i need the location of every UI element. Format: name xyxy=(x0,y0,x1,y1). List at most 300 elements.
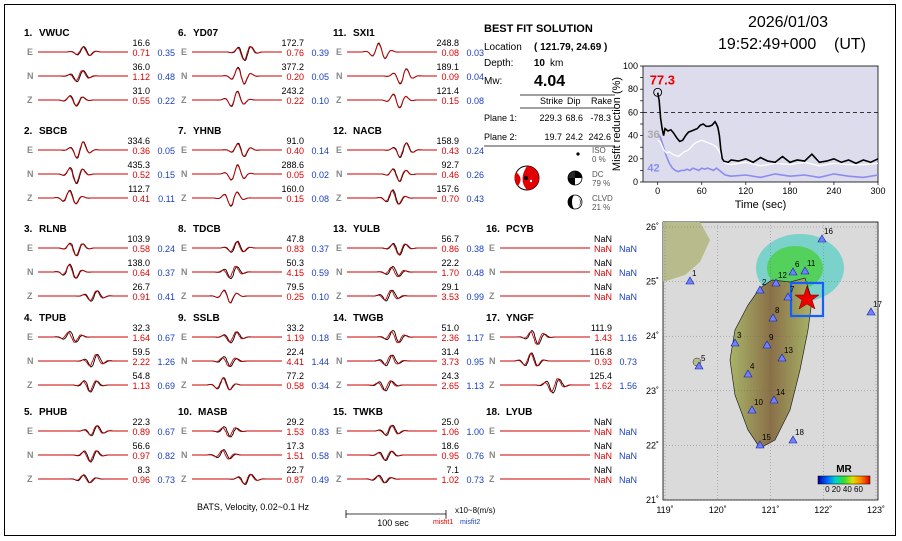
station-map-label: 10 xyxy=(754,398,763,407)
amplitude-value: 24.3 xyxy=(441,371,459,381)
station-panel xyxy=(24,407,175,485)
observed-trace xyxy=(192,290,282,303)
amplitude-value: 29.2 xyxy=(286,417,304,427)
misfit2-value: 0.48 xyxy=(157,72,175,82)
misfit2-value: 0.82 xyxy=(157,451,175,461)
component-label: Z xyxy=(489,291,495,301)
component-label: E xyxy=(181,145,188,155)
station-panel xyxy=(333,313,484,391)
misfit1-value: 1.70 xyxy=(441,268,459,278)
plane1-rake: -78.3 xyxy=(590,113,611,123)
station-panel xyxy=(333,224,484,302)
synthetic-trace xyxy=(192,378,282,390)
misfit2-value: NaN xyxy=(618,427,637,437)
misfit2-value: NaN xyxy=(618,475,637,485)
misfit2-value: 0.08 xyxy=(466,96,484,106)
observed-trace xyxy=(500,379,590,393)
misfit2-value: 1.26 xyxy=(157,357,175,367)
misfit1-value: 1.62 xyxy=(594,381,612,391)
amplitude-value: 377.2 xyxy=(281,62,304,72)
amplitude-value: 25.0 xyxy=(441,417,459,427)
misfit1-value: 0.40 xyxy=(286,146,304,156)
misfit2-value: 0.48 xyxy=(466,268,484,278)
misfit1-value: 3.73 xyxy=(441,357,459,367)
event-timezone: (UT) xyxy=(834,36,866,53)
station-map-label: 11 xyxy=(807,259,816,268)
observed-trace xyxy=(192,165,282,180)
synthetic-trace xyxy=(38,451,128,462)
plane1-dip: 68.6 xyxy=(565,113,583,123)
synthetic-trace xyxy=(38,191,128,204)
latitude-label: 23˚ xyxy=(645,385,659,396)
station-map-label: 5 xyxy=(701,354,706,363)
synthetic-trace xyxy=(347,95,437,108)
plane1-strike: 229.3 xyxy=(539,113,562,123)
iso-icon xyxy=(576,152,579,155)
synthetic-trace xyxy=(192,450,282,459)
misfit1-value: 3.53 xyxy=(441,292,459,302)
station-number: 15. xyxy=(333,407,347,418)
amplitude-value: 56.7 xyxy=(441,234,459,244)
misfit2-value: 1.13 xyxy=(466,381,484,391)
beachball-axis xyxy=(524,176,528,180)
misfit2-value: 0.95 xyxy=(466,357,484,367)
misfit1-value: 1.64 xyxy=(132,333,150,343)
component-label: Z xyxy=(27,95,33,105)
misfit2-value: 0.37 xyxy=(311,244,329,254)
station-name: YULB xyxy=(353,224,381,235)
amplitude-value: 158.9 xyxy=(436,136,459,146)
synthetic-trace xyxy=(347,355,437,364)
amplitude-value: 172.7 xyxy=(281,38,304,48)
synthetic-trace xyxy=(347,169,437,181)
station-map-label: 16 xyxy=(824,227,833,236)
station-panel xyxy=(178,126,329,206)
amplitude-value: 16.6 xyxy=(132,38,150,48)
column-dip: Dip xyxy=(567,96,581,106)
beachball-axis xyxy=(530,180,532,182)
component-label: E xyxy=(181,332,188,342)
station-panel xyxy=(178,407,329,485)
misfit2-value: 0.24 xyxy=(466,146,484,156)
x-tick-label: 180 xyxy=(782,186,798,196)
misfit1-value: 0.86 xyxy=(441,244,459,254)
misfit1-value: 0.52 xyxy=(132,170,150,180)
synthetic-trace xyxy=(347,69,437,83)
station-name: TWGB xyxy=(353,313,384,324)
misfit1-value: 0.70 xyxy=(441,194,459,204)
x-tick-label: 60 xyxy=(696,186,707,196)
misfit2-value: 1.44 xyxy=(311,357,329,367)
misfit2-value: 0.10 xyxy=(311,292,329,302)
iso-value: 0 % xyxy=(592,155,606,164)
y-tick-label: 40 xyxy=(627,130,638,141)
x-tick-label: 120 xyxy=(738,186,754,196)
latitude-label: 25˚ xyxy=(645,276,659,287)
component-label: E xyxy=(336,145,343,155)
observed-trace xyxy=(347,169,437,182)
legend-misfit1: misfit1 xyxy=(433,519,454,526)
y-tick-label: 80 xyxy=(627,84,638,95)
station-name: YNGF xyxy=(506,313,534,324)
misfit2-value: 0.73 xyxy=(157,475,175,485)
synthetic-trace xyxy=(347,332,437,343)
longitude-label: 122˚ xyxy=(814,505,833,515)
component-label: E xyxy=(489,426,496,436)
scalebar-label: 100 sec xyxy=(377,518,409,528)
station-number: 10. xyxy=(178,407,192,418)
solution-title: BEST FIT SOLUTION xyxy=(484,23,593,35)
misfit2-value: 0.73 xyxy=(466,475,484,485)
misfit2-value: 0.02 xyxy=(311,170,329,180)
component-label: N xyxy=(336,356,343,366)
mr-scale-ticks: 0 20 40 60 xyxy=(825,485,863,494)
amplitude-value: 50.3 xyxy=(286,258,304,268)
station-map-label: 18 xyxy=(795,428,804,437)
station-panel xyxy=(178,313,329,391)
amplitude-value: 51.0 xyxy=(441,323,459,333)
amplitude-value: 157.6 xyxy=(436,184,459,194)
component-label: Z xyxy=(181,474,187,484)
misfit1-value: 0.41 xyxy=(132,194,150,204)
station-panel xyxy=(486,313,637,393)
amplitude-value: 112.7 xyxy=(128,184,150,194)
synthetic-trace xyxy=(38,71,128,81)
misfit1-value: 0.20 xyxy=(286,72,304,82)
component-label: Z xyxy=(27,193,33,203)
synthetic-trace xyxy=(347,44,437,58)
synthetic-trace xyxy=(192,242,282,252)
station-name: YHNB xyxy=(193,126,222,137)
component-label: E xyxy=(181,426,188,436)
amplitude-value: 47.8 xyxy=(286,234,304,244)
misfit1-value: 0.96 xyxy=(132,475,150,485)
amplitude-value: 29.1 xyxy=(441,282,459,292)
x-tick-label: 300 xyxy=(870,186,886,196)
station-number: 8. xyxy=(178,224,187,235)
misfit1-value: 0.15 xyxy=(286,194,304,204)
synthetic-trace xyxy=(192,192,282,205)
misfit2-value: 0.18 xyxy=(311,333,329,343)
latitude-label: 24˚ xyxy=(645,331,659,342)
amplitude-value: 91.0 xyxy=(286,136,304,146)
dc-icon xyxy=(568,171,582,185)
plane2-rake: 242.6 xyxy=(588,132,611,142)
synthetic-trace xyxy=(347,476,437,483)
misfit1-value: 4.15 xyxy=(286,268,304,278)
misfit1-value: NaN xyxy=(593,451,612,461)
clvd-label: CLVD xyxy=(592,194,613,203)
component-label: E xyxy=(181,47,188,57)
station-number: 12. xyxy=(333,126,347,137)
misfit1-value: 0.76 xyxy=(286,48,304,58)
observed-trace xyxy=(38,243,128,256)
component-label: Z xyxy=(336,474,342,484)
station-number: 16. xyxy=(486,224,500,235)
misfit1-value: NaN xyxy=(593,244,612,254)
dc-label: DC xyxy=(592,170,604,179)
station-number: 13. xyxy=(333,224,347,235)
component-label: Z xyxy=(336,380,342,390)
misfit1-value: 0.71 xyxy=(132,48,150,58)
misfit1-value: 1.43 xyxy=(594,333,612,343)
latitude-label: 21˚ xyxy=(645,495,659,505)
amplitude-value: 33.2 xyxy=(286,323,304,333)
component-label: E xyxy=(489,332,496,342)
latitude-label: 22˚ xyxy=(645,440,659,451)
component-label: Z xyxy=(27,380,33,390)
component-label: N xyxy=(181,169,188,179)
plane1-label: Plane 1: xyxy=(484,113,518,123)
amplitude-value: 7.1 xyxy=(446,465,459,475)
misfit1-value: NaN xyxy=(593,268,612,278)
component-label: Z xyxy=(27,474,33,484)
observed-trace xyxy=(38,381,128,392)
station-name: VWUC xyxy=(39,28,70,39)
misfit2-value: NaN xyxy=(618,451,637,461)
amplitude-value: 32.3 xyxy=(132,323,150,333)
component-label: N xyxy=(27,267,34,277)
misfit1-value: 1.06 xyxy=(441,427,459,437)
synthetic-trace xyxy=(347,426,437,435)
station-number: 5. xyxy=(24,407,33,418)
observed-trace xyxy=(347,355,437,366)
amplitude-value: 121.4 xyxy=(436,86,459,96)
misfit2-value: 0.38 xyxy=(466,244,484,254)
series-label-42: 42 xyxy=(647,162,660,175)
component-label: N xyxy=(489,450,496,460)
misfit2-value: NaN xyxy=(618,244,637,254)
amplitude-value: 22.2 xyxy=(441,258,459,268)
mw-label: Mw: xyxy=(484,76,503,87)
observed-trace xyxy=(192,357,282,367)
component-label: E xyxy=(27,332,34,342)
synthetic-trace xyxy=(38,426,128,435)
amplitude-value: NaN xyxy=(593,282,612,292)
mr-colorscale xyxy=(818,476,870,484)
component-label: N xyxy=(27,169,34,179)
depth-unit: km xyxy=(550,58,564,69)
station-map-label: 17 xyxy=(873,300,882,309)
synthetic-trace xyxy=(38,96,128,106)
longitude-label: 120˚ xyxy=(708,505,727,515)
misfit1-value: 0.05 xyxy=(286,170,304,180)
synthetic-trace xyxy=(347,267,437,276)
misfit2-value: 0.10 xyxy=(311,96,329,106)
amplitude-value: 17.3 xyxy=(286,441,304,451)
amplitude-value: NaN xyxy=(593,234,612,244)
synthetic-trace xyxy=(38,381,128,392)
observed-trace xyxy=(38,451,128,462)
misfit1-value: 0.97 xyxy=(132,451,150,461)
misfit1-value: 4.41 xyxy=(286,357,304,367)
synthetic-trace xyxy=(38,168,128,183)
misfit1-value: 1.02 xyxy=(441,475,459,485)
clvd-value: 21 % xyxy=(592,203,611,212)
misfit2-value: 0.24 xyxy=(157,244,175,254)
column-strike: Strike xyxy=(540,96,564,106)
focal-mechanism-beachball xyxy=(515,166,539,190)
station-number: 2. xyxy=(24,126,33,137)
station-panel xyxy=(333,28,484,108)
plane2-label: Plane 2: xyxy=(484,132,518,142)
location-value: ( 121.79, 24.69 ) xyxy=(534,42,608,53)
synthetic-trace xyxy=(192,332,282,342)
station-map-label: 12 xyxy=(778,271,787,280)
misfit-chart xyxy=(611,61,886,211)
misfit2-value: 0.05 xyxy=(311,72,329,82)
misfit1-value: 0.83 xyxy=(286,244,304,254)
synthetic-trace xyxy=(38,475,128,482)
component-label: N xyxy=(336,169,343,179)
station-name: TWKB xyxy=(353,407,383,418)
y-tick-label: 20 xyxy=(627,153,638,164)
component-label: E xyxy=(27,47,34,57)
component-label: N xyxy=(27,450,34,460)
misfit1-value: 1.12 xyxy=(132,72,150,82)
x-tick-label: 0 xyxy=(655,186,661,196)
station-map-label: 1 xyxy=(692,269,697,278)
station-name: SXI1 xyxy=(353,28,375,39)
component-label: Z xyxy=(336,193,342,203)
observed-trace xyxy=(347,190,437,204)
amplitude-value: NaN xyxy=(593,258,612,268)
misfit1-value: 0.58 xyxy=(286,381,304,391)
best-value-label: 77.3 xyxy=(649,72,675,88)
misfit2-value: 0.73 xyxy=(619,357,637,367)
misfit1-value: 0.43 xyxy=(441,146,459,156)
amplitude-value: 18.6 xyxy=(441,441,459,451)
station-name: PHUB xyxy=(39,407,68,418)
misfit1-value: 0.91 xyxy=(132,292,150,302)
misfit2-value: 0.69 xyxy=(157,381,175,391)
component-label: N xyxy=(336,450,343,460)
synthetic-trace xyxy=(38,142,128,157)
component-label: Z xyxy=(336,291,342,301)
synthetic-trace xyxy=(347,244,437,254)
amplitude-value: 79.5 xyxy=(286,282,304,292)
component-label: N xyxy=(181,267,188,277)
footer-caption: BATS, Velocity, 0.02~0.1 Hz xyxy=(197,502,309,512)
amplitude-value: 248.8 xyxy=(436,38,459,48)
observed-trace xyxy=(347,425,437,435)
depth-value: 10 xyxy=(533,58,545,69)
synthetic-trace xyxy=(38,291,128,301)
misfit1-value: 0.15 xyxy=(441,96,459,106)
synthetic-trace xyxy=(38,265,128,278)
amplitude-value: 31.0 xyxy=(132,86,150,96)
misfit2-value: 0.11 xyxy=(158,194,175,204)
component-label: E xyxy=(336,47,343,57)
synthetic-trace xyxy=(347,451,437,460)
component-label: N xyxy=(181,71,188,81)
component-label: E xyxy=(336,243,343,253)
dc-value: 79 % xyxy=(592,179,611,188)
misfit2-value: 0.58 xyxy=(311,451,329,461)
misfit1-value: 0.55 xyxy=(132,96,150,106)
amplitude-value: 8.3 xyxy=(137,465,150,475)
station-panel xyxy=(24,313,175,392)
misfit1-value: 0.87 xyxy=(286,475,304,485)
amplitude-value: 77.2 xyxy=(286,371,304,381)
misfit2-value: 1.16 xyxy=(619,333,637,343)
amplitude-value: NaN xyxy=(593,417,612,427)
component-label: E xyxy=(489,243,496,253)
amplitude-value: 138.0 xyxy=(127,258,150,268)
component-label: E xyxy=(27,426,34,436)
station-name: SBCB xyxy=(39,126,68,137)
component-label: E xyxy=(336,332,343,342)
y-tick-label: 100 xyxy=(622,61,638,71)
misfit2-value: 0.14 xyxy=(311,146,329,156)
component-label: Z xyxy=(27,291,33,301)
misfit2-value: 1.17 xyxy=(466,333,484,343)
station-number: 7. xyxy=(178,126,187,137)
y-axis-label: Misfit reduction (%) xyxy=(611,76,623,172)
misfit2-value: 1.56 xyxy=(619,381,637,391)
amplitude-value: 435.3 xyxy=(127,160,150,170)
x-tick-label: 240 xyxy=(826,186,842,196)
component-label: E xyxy=(336,426,343,436)
station-panel xyxy=(24,28,175,106)
station-name: TDCB xyxy=(193,224,221,235)
misfit2-value: 0.15 xyxy=(157,170,175,180)
misfit1-value: 2.36 xyxy=(441,333,459,343)
misfit1-value: 0.64 xyxy=(132,268,150,278)
component-label: E xyxy=(27,243,34,253)
station-name: LYUB xyxy=(506,407,533,418)
misfit2-value: 0.35 xyxy=(157,48,175,58)
synthetic-trace xyxy=(347,381,437,390)
synthetic-trace xyxy=(192,46,282,59)
iso-label: ISO xyxy=(592,146,606,155)
station-panel xyxy=(24,126,175,204)
station-map-label: 7 xyxy=(790,285,795,294)
amplitude-value: NaN xyxy=(593,441,612,451)
component-label: Z xyxy=(181,380,187,390)
amplitude-value: 125.4 xyxy=(589,371,612,381)
synthetic-trace xyxy=(38,332,128,342)
synthetic-trace xyxy=(192,266,282,277)
component-label: N xyxy=(489,356,496,366)
amplitude-value: 31.4 xyxy=(441,347,459,357)
amplitude-value: 111.9 xyxy=(590,323,612,333)
station-name: YD07 xyxy=(193,28,219,39)
station-number: 14. xyxy=(333,313,347,324)
synthetic-trace xyxy=(347,191,437,204)
amplitude-value: 59.5 xyxy=(132,347,150,357)
synthetic-trace xyxy=(192,144,282,156)
misfit2-value: 0.08 xyxy=(311,194,329,204)
misfit1-value: 1.19 xyxy=(286,333,304,343)
component-label: Z xyxy=(336,95,342,105)
amplitude-value: 22.4 xyxy=(286,347,304,357)
station-map-label: 6 xyxy=(795,260,800,269)
misfit1-value: 0.36 xyxy=(132,146,150,156)
misfit1-value: 2.22 xyxy=(132,357,150,367)
misfit2-value: 0.49 xyxy=(311,475,329,485)
misfit2-value: 0.03 xyxy=(466,48,484,58)
observed-trace xyxy=(192,91,282,106)
synthetic-trace xyxy=(192,92,282,106)
plane2-strike: 19.7 xyxy=(544,132,562,142)
misfit1-value: 0.09 xyxy=(441,72,459,82)
misfit2-value: 0.39 xyxy=(311,48,329,58)
misfit1-value: 1.53 xyxy=(286,427,304,437)
component-label: Z xyxy=(181,291,187,301)
station-number: 4. xyxy=(24,313,33,324)
event-time: 19:52:49+000 xyxy=(718,36,817,53)
